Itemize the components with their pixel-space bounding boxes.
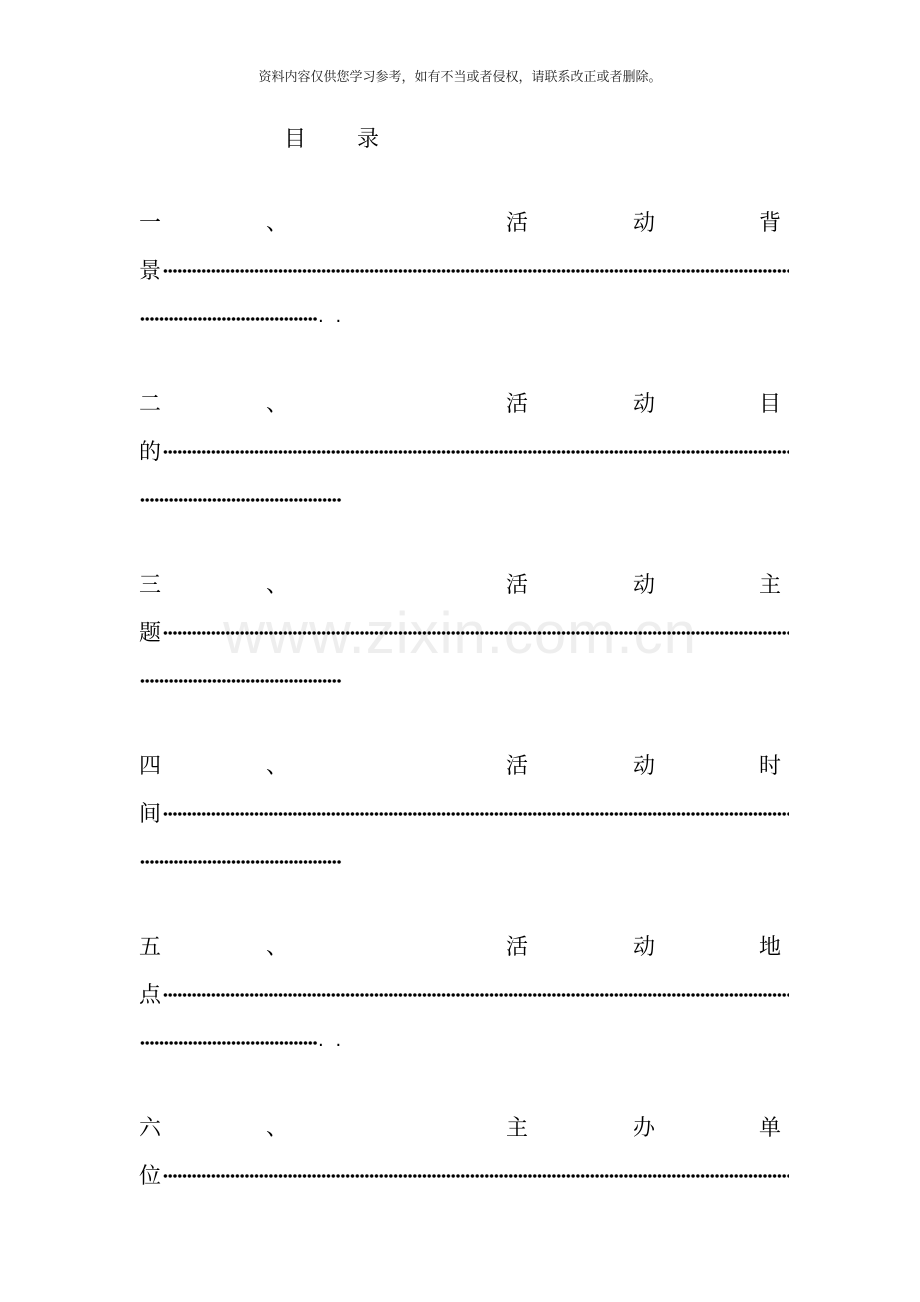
- entry-title-char: 题: [139, 621, 162, 646]
- entry-title-char: 地: [758, 935, 781, 960]
- entry-title-char: 活: [506, 211, 529, 236]
- toc-title: 目 录: [284, 127, 401, 152]
- entry-title-char: 活: [506, 392, 529, 417]
- entry-separator: 、: [266, 935, 289, 960]
- dot-leader: [163, 993, 789, 997]
- entry-title-char: 间: [139, 802, 162, 827]
- entry-title-char: 活: [506, 754, 529, 779]
- entry-title-char: 时: [758, 754, 781, 779]
- entry-title-char: 办: [633, 1116, 656, 1141]
- dot-leader: [140, 498, 342, 502]
- dot-leader: [140, 317, 317, 321]
- toc-entry[interactable]: [139, 930, 789, 1056]
- toc-entry[interactable]: [139, 206, 789, 332]
- entry-number: 五: [139, 935, 162, 960]
- entry-title-char: 动: [633, 392, 656, 417]
- entry-title-char: 动: [633, 211, 656, 236]
- entry-title-char: 动: [633, 935, 656, 960]
- entry-separator: 、: [266, 573, 289, 598]
- entry-title-char: 目: [758, 392, 781, 417]
- dot-leader: [163, 1174, 789, 1178]
- entry-number: 一: [139, 211, 162, 236]
- entry-title-char: 主: [506, 1116, 529, 1141]
- dot-leader: [140, 679, 342, 683]
- dot-leader: [140, 1041, 317, 1045]
- toc-entry[interactable]: [139, 749, 789, 875]
- toc-entry[interactable]: [139, 568, 789, 694]
- entry-title-char: 点: [139, 983, 162, 1008]
- dot-leader: [163, 631, 789, 635]
- entry-title-char: 景: [139, 259, 162, 284]
- entry-separator: 、: [266, 1116, 289, 1141]
- entry-separator: 、: [266, 211, 289, 236]
- leader-tail: . .: [318, 306, 345, 327]
- entry-title-char: 背: [758, 211, 781, 236]
- entry-title-char: 的: [139, 440, 162, 465]
- entry-title-char: 动: [633, 754, 656, 779]
- header-disclaimer: 资料内容仅供您学习参考，如有不当或者侵权，请联系改正或者删除。: [258, 70, 662, 85]
- dot-leader: [163, 812, 789, 816]
- entry-separator: 、: [266, 754, 289, 779]
- watermark: www.zixin.com.cn: [223, 601, 697, 666]
- entry-number: 三: [139, 573, 162, 598]
- dot-leader: [140, 860, 342, 864]
- entry-number: 二: [139, 392, 162, 417]
- entry-title-char: 单: [758, 1116, 781, 1141]
- entry-title-char: 位: [139, 1164, 162, 1189]
- entry-number: 六: [139, 1116, 162, 1141]
- entry-separator: 、: [266, 392, 289, 417]
- entry-title-char: 主: [758, 573, 781, 598]
- dot-leader: [163, 269, 789, 273]
- dot-leader: [163, 450, 789, 454]
- entry-title-char: 活: [506, 935, 529, 960]
- entry-title-char: 活: [506, 573, 529, 598]
- toc-entry[interactable]: [139, 387, 789, 513]
- toc-entry[interactable]: [139, 1111, 789, 1189]
- entry-title-char: 动: [633, 573, 656, 598]
- entry-number: 四: [139, 754, 162, 779]
- leader-tail: . .: [318, 1030, 345, 1051]
